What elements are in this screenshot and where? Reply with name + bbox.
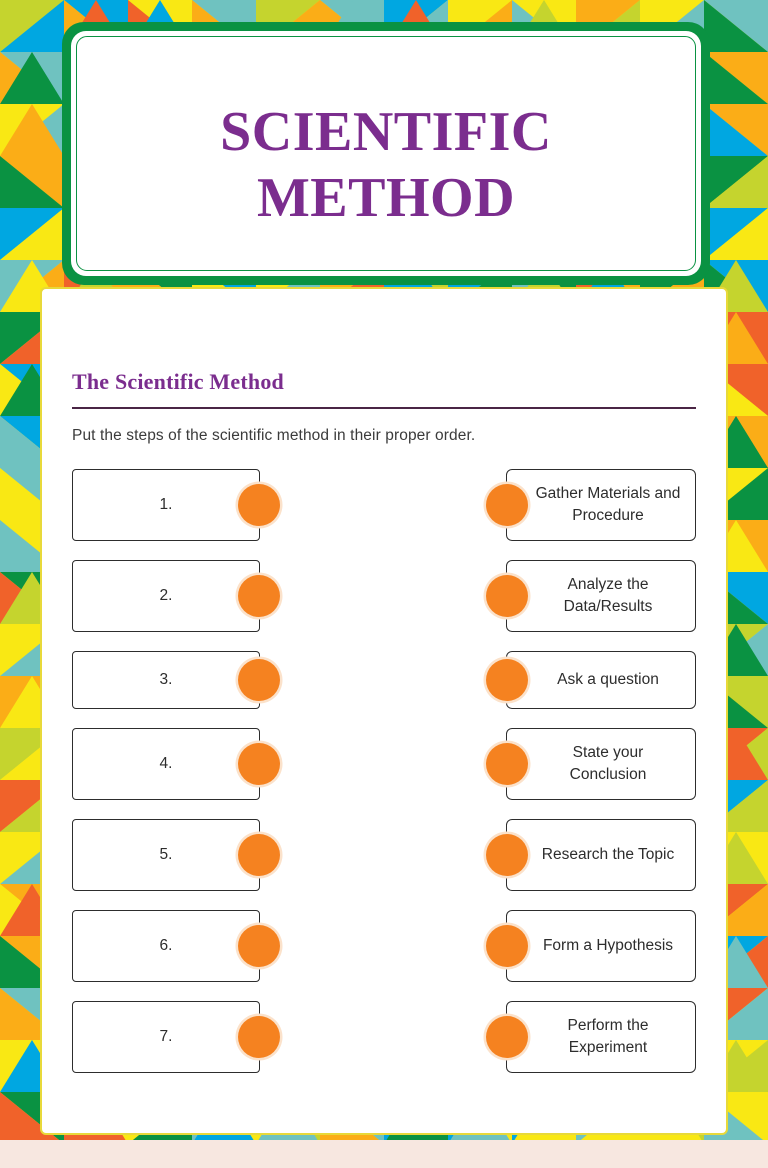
title-card-inner [71,31,701,276]
match-row [72,910,696,982]
connector-dot-icon[interactable] [238,743,280,785]
answer-slot-7[interactable] [72,1001,260,1073]
connector-dot-icon[interactable] [486,575,528,617]
instructions-text: Put the steps of the scientific method in their proper order. [72,426,476,444]
match-row [72,819,696,891]
matching-exercise [72,469,696,1073]
connector-dot-icon[interactable] [486,925,528,967]
slot-number: 4. [159,754,173,772]
slot-number: 2. [159,586,173,604]
slot-number: 7. [159,1027,173,1045]
match-row [72,560,696,632]
connector-dot-icon[interactable] [238,1016,280,1058]
slot-number: 3. [159,670,173,688]
term-box-6[interactable] [506,910,696,982]
connector-dot-icon[interactable] [486,1016,528,1058]
connector-dot-icon[interactable] [238,484,280,526]
connector-dot-icon[interactable] [238,575,280,617]
term-box-7[interactable] [506,1001,696,1073]
term-box-2[interactable] [506,560,696,632]
answer-slot-2[interactable] [72,560,260,632]
connector-dot-icon[interactable] [486,834,528,876]
term-box-4[interactable] [506,728,696,800]
term-label: Perform the Experiment [567,1016,649,1056]
term-label: Analyze the Data/Results [563,575,653,615]
term-box-3[interactable] [506,651,696,709]
answer-slot-5[interactable] [72,819,260,891]
page-title: SCIENTIFIC METHOD [220,101,552,230]
connector-dot-icon[interactable] [238,925,280,967]
term-box-5[interactable] [506,819,696,891]
title-card [62,22,710,285]
match-row [72,651,696,709]
connector-dot-icon[interactable] [486,659,528,701]
connector-dot-icon[interactable] [238,834,280,876]
section-heading: The Scientific Method [72,369,284,394]
term-label: State your Conclusion [569,743,647,783]
answer-slot-6[interactable] [72,910,260,982]
heading-divider [72,407,696,409]
term-label: Research the Topic [541,845,675,863]
match-row [72,469,696,541]
slot-number: 6. [159,936,173,954]
match-row [72,728,696,800]
worksheet-content-card [40,287,728,1135]
answer-slot-4[interactable] [72,728,260,800]
term-label: Form a Hypothesis [542,936,674,954]
match-row [72,1001,696,1073]
connector-dot-icon[interactable] [486,743,528,785]
slot-number: 5. [159,845,173,863]
answer-slot-1[interactable] [72,469,260,541]
connector-dot-icon[interactable] [238,659,280,701]
slot-number: 1. [159,495,173,513]
answer-slot-3[interactable] [72,651,260,709]
term-label: Gather Materials and Procedure [535,484,681,524]
title-card-inner-rule [76,36,696,271]
connector-dot-icon[interactable] [486,484,528,526]
term-box-1[interactable] [506,469,696,541]
term-label: Ask a question [557,670,659,688]
